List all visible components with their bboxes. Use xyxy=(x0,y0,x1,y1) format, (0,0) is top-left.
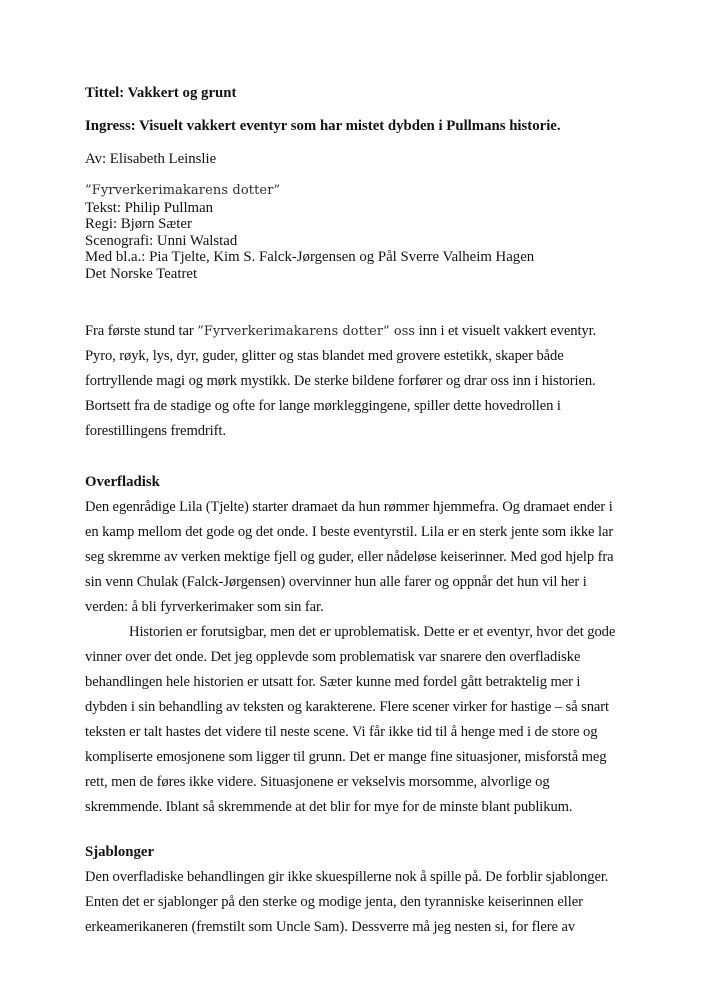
doc-byline: Av: Elisabeth Leinslie xyxy=(85,151,217,167)
credits-line-scenografi: Scenografi: Unni Walstad xyxy=(85,232,238,249)
intro-paragraph xyxy=(85,319,625,444)
intro-text-post: inn i et visuelt vakkert eventyr. Pyro, røyk, lys, dyr, guder, glitter og stas blandet med grovere estetikk, skaper både fortryllende magi og mørk mystikk. De sterke bildene forfører og drar oss inn i historien. Bortsett fra de stadige og ofte for lange mørkleggingene, spiller dette hovedrollen i forestillingens fremdrift. xyxy=(85,322,597,439)
doc-title: Tittel: Vakkert og grunt xyxy=(85,85,237,101)
paragraph-overfladisk-1: Den egenrådige Lila (Tjelte) starter dramaet da hun rømmer hjemmefra. Og dramaet ender i en kamp mellom det gode og det onde. I beste eventyrstil. Lila er en sterk jente som ikke lar seg skremme av verken mektige fjell og guder, eller nådeløse keiserinner. Med god hjelp fra sin venn Chulak (Falck-Jørgensen) overvinner hun alle farer og oppnår det hun vil her i verden: å bli fyrverkerimaker som sin far. xyxy=(85,498,614,615)
section-heading-overfladisk: Overfladisk xyxy=(85,473,160,490)
credits-block xyxy=(85,183,625,283)
credits-line-tekst: Tekst: Philip Pullman xyxy=(85,199,214,216)
doc-ingress: Ingress: Visuelt vakkert eventyr som har mistet dybden i Pullmans historie. xyxy=(85,118,561,134)
intro-quoted-play-title: ”Fyrverkerimakarens dotter” oss xyxy=(197,323,416,339)
paragraph-sjablonger-1: Den overfladiske behandlingen gir ikke skuespillerne nok å spille på. De forblir sjablonger. Enten det er sjablonger på den sterke og modige jenta, den tyranniske keiserinnen eller erkeamerikaneren (fremstilt som Uncle Sam). Dessverre må jeg nesten si, for flere av xyxy=(85,868,609,935)
paragraph-overfladisk-2: Historien er forutsigbar, men det er uproblematisk. Dette er et eventyr, hvor det gode vinner over det onde. Det jeg opplevde som problematisk var snarere den overfladiske behandlingen hele historien er utsatt for. Sæter kunne med fordel gått betraktelig mer i dybden i sin behandling av teksten og karakterene. Flere scener virker for hastige – så snart teksten er talt hastes det videre til neste scene. Vi får ikke tid til å henge med i de store og kompliserte emosjonene som ligger til grunn. Det er mange fine situasjoner, misforstå meg rett, men de føres ikke videre. Situasjonene er vekselvis morsomme, alvorlige og skremmende. Iblant så skremmende at det blir for mye for de minste blant publikum. xyxy=(85,623,616,815)
credits-line-cast: Med bl.a.: Pia Tjelte, Kim S. Falck-Jørgensen og Pål Sverre Valheim Hagen xyxy=(85,249,535,266)
credits-line-theater: Det Norske Teatret xyxy=(85,265,198,282)
intro-text-pre: Fra første stund tar xyxy=(85,322,198,339)
section-heading-sjablonger: Sjablonger xyxy=(85,843,155,860)
credits-play-title: ”Fyrverkerimakarens dotter” xyxy=(85,183,281,198)
credits-line-regi: Regi: Bjørn Sæter xyxy=(85,216,192,233)
